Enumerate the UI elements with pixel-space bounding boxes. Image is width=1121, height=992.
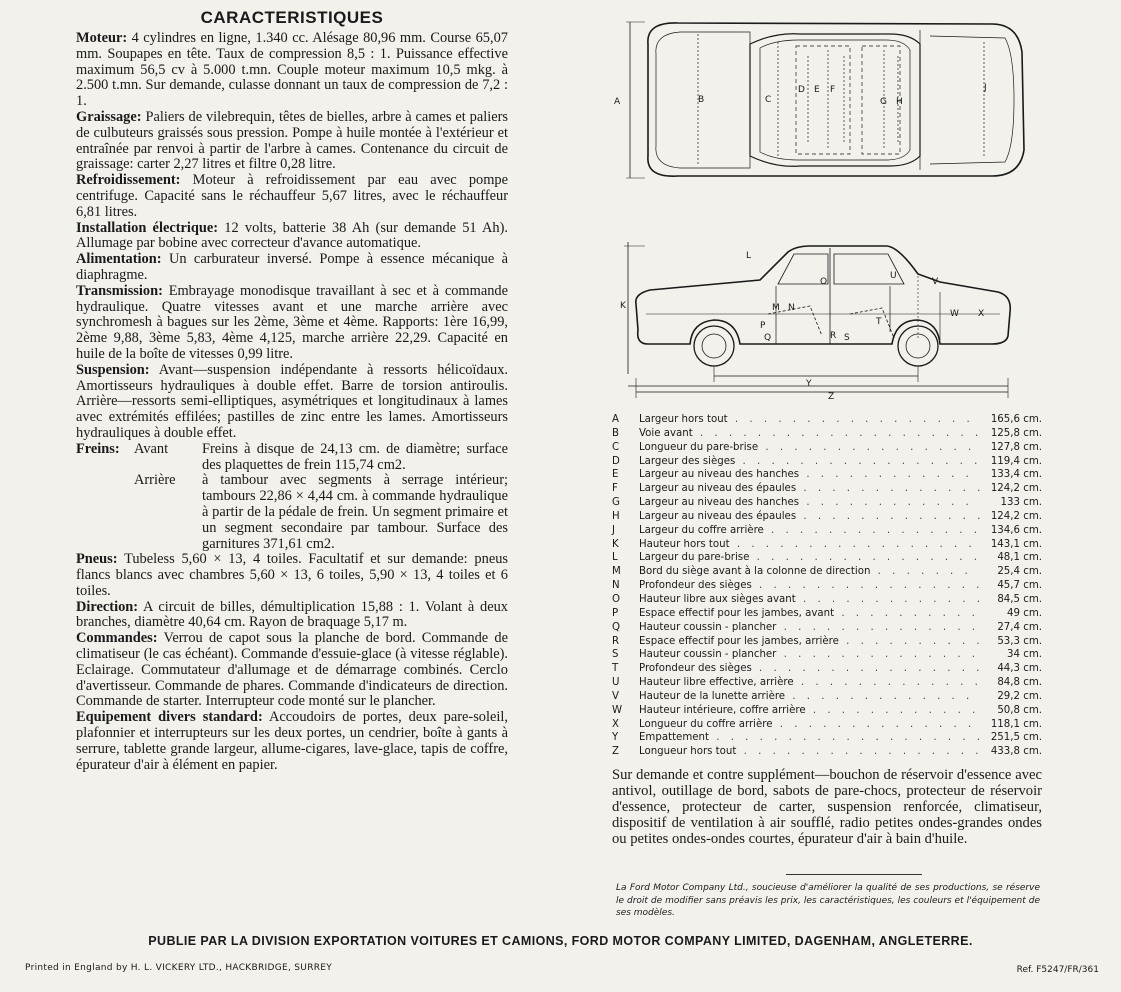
dimension-value: 48,1 cm. [997,552,1042,564]
dimension-key: T [612,663,619,675]
dimension-label: Espace effectif pour les jambes, avant . . . [639,607,980,621]
dimension-row [612,579,1042,593]
top-view-label: F [830,85,836,95]
spec-suspension: Suspension: Avant—suspension indépendante à ressorts hélicoïdaux. Amortisseurs hydrauliques à double effet. Barre de torsion antiroulis. Arrière—ressorts semi-elliptiques, asymétriques et longitudinaux à lames avec extrémités effilées; pastilles de zinc entre les lames. Amortisseurs hydrauliques à double effet. [76,361,508,441]
dimension-label: Largeur du coffre arrière . . . [639,524,980,538]
spec-graissage: Graissage: Paliers de vilebrequin, têtes de bielles, arbre à cames et paliers de culbuteurs graissés sous pression. Pompe à huile montée à l'extérieur et entraînée par renvoi à partir de l'arbre à cames. Contenance du circuit de graissage: carter 2,27 litres et filtre 0,28 litre. [76,108,508,173]
dimension-label: Hauteur intérieure, coffre arrière . . . [639,704,980,718]
dimension-label: Longueur du pare-brise . . . [639,441,980,455]
printer-credit: Printed in England by H. L. VICKERY LTD., HACKBRIDGE, SURREY [25,963,333,973]
dimension-label: Longueur du coffre arrière . . . [639,718,980,732]
spec-equipement: Equipement divers standard: Accoudoirs de portes, deux pare-soleil, plafonnier et interrupteurs sur les deux portes, un cendrier, boîte à gants à serrure, tablette grande largeur, allume-cigares, lave-glace, tapis de coffre, épurateur d'air à élément en papier. [76,709,508,773]
dimension-key: C [612,441,620,453]
dimension-value: 124,2 cm. [990,510,1042,522]
dimension-value: 124,2 cm. [990,483,1042,495]
dimension-value: 84,5 cm. [997,593,1042,605]
dimension-row [612,482,1042,496]
dimension-value: 27,4 cm. [997,621,1042,633]
side-view-label: Z [828,392,835,402]
spec-freins: Freins: Avant Freins à disque de 24,13 cm. de diamètre; surface des plaquettes de frein 115,74 cm2. Arrière à tambour avec segments à serrage intérieur; tambours 22,86 × 4,44 cm. à commande hydraulique à partir de la pédale de frein. Un segment primaire et un segment secondaire par tambour. Surface des garnitures 371,61 cm2. [76,440,508,552]
dimension-key: Q [612,621,621,633]
side-view-label: K [620,301,626,311]
dimension-value: 119,4 cm. [990,455,1042,467]
dimension-value: 29,2 cm. [997,690,1042,702]
dimension-value: 125,8 cm. [990,427,1042,439]
dimension-row [612,593,1042,607]
dimension-key: P [612,607,619,619]
dimension-key: X [612,718,619,730]
dimension-row [612,455,1042,469]
top-view-label: G [880,97,887,107]
dimension-label: Largeur au niveau des épaules . . . [639,482,980,496]
dimension-row [612,690,1042,704]
spec-direction: Direction: A circuit de billes, démultiplication 15,88 : 1. Volant à deux branches, diamètre 40,64 cm. Rayon de braquage 5,17 m. [76,598,508,631]
dimension-value: 133,4 cm. [990,469,1042,481]
spec-installation: Installation électrique: 12 volts, batterie 38 Ah (sur demande 51 Ah). Allumage par bobine avec correcteur d'avance automatique. [76,219,509,252]
dimension-value: 433,8 cm. [990,746,1042,758]
dimension-key: W [612,704,623,716]
dimension-label: Hauteur libre effective, arrière . . . [639,676,980,690]
dimension-key: N [612,580,620,592]
top-view-label: B [698,95,705,105]
dimension-value: 134,6 cm. [990,524,1042,536]
dimension-row [612,413,1042,427]
dimension-value: 127,8 cm. [990,441,1042,453]
dimension-row [612,538,1042,552]
spec-pneus: Pneus: Tubeless 5,60 × 13, 4 toiles. Facultatif et sur demande: pneus flancs blancs avec chambres 5,60 × 13, 6 toiles, 5,90 × 13, 4 toiles et 6 toiles. [76,551,508,599]
top-view-label: C [765,95,772,105]
top-view-label: E [814,85,820,95]
divider [786,874,922,875]
side-view-labels [620,251,984,402]
dimension-row [612,565,1042,579]
top-view-label: A [614,97,621,107]
dimension-key: U [612,677,620,689]
dimension-row [612,704,1042,718]
dimension-key: V [612,690,619,702]
spec-commandes: Commandes: Verrou de capot sous la planche de bord. Commande de climatiseur (le cas échéant). Commande d'essuie-glace (à vitesse réglable). Eclairage. Commutateur d'allumage et de démarrage combinés. Cerclo d'avertisseur. Commande de phares. Commande d'indicateurs de direction. Commande de starter. Interrupteur code monté sur le plancher. [76,630,508,710]
side-view-label: O [820,277,828,287]
dimension-key: K [612,538,619,550]
dimension-row [612,468,1042,482]
dimension-label: Longueur hors tout . . . [639,745,980,759]
dimension-row [612,745,1042,759]
side-view-label: V [932,277,939,287]
dimension-label: Largeur des sièges . . . [639,455,980,469]
dimensions-table [612,413,1042,759]
disclaimer-text: La Ford Motor Company Ltd., soucieuse d'améliorer la qualité de ses productions, se réserve le droit de modifier sans préavis les prix, les caractéristiques, les couleurs et l'équipement de ses modèles. [616,883,1040,918]
dimension-value: 143,1 cm. [990,538,1042,550]
dimension-row [612,551,1042,565]
dimension-key: H [612,510,620,522]
specifications-column [76,8,508,773]
dimension-key: M [612,566,621,578]
dimension-value: 49 cm. [1007,607,1042,619]
side-view-label: P [760,321,766,331]
dimension-row [612,524,1042,538]
dimension-value: 251,5 cm. [990,732,1042,744]
dimension-label: Hauteur coussin - plancher . . . [639,648,980,662]
side-view-label: U [890,271,897,281]
dimension-label: Largeur au niveau des épaules . . . [639,510,980,524]
publisher-line: PUBLIE PAR LA DIVISION EXPORTATION VOITURES ET CAMIONS, FORD MOTOR COMPANY LIMITED, DAGENHAM, ANGLETERRE. [148,934,973,948]
dimension-row [612,648,1042,662]
dimension-key: R [612,635,620,647]
dimension-label: Largeur au niveau des hanches . . . [639,468,980,482]
dimension-value: 165,6 cm. [990,414,1042,425]
dimension-row [612,427,1042,441]
dimension-row [612,718,1042,732]
dimension-row [612,496,1042,510]
page-title: CARACTERISTIQUES [200,8,384,27]
top-view-labels [614,83,987,107]
dimension-label: Hauteur libre aux sièges avant . . . [639,593,980,607]
dimension-label: Espace effectif pour les jambes, arrière . . . [639,635,980,649]
spec-transmission: Transmission: Embrayage monodisque travaillant à sec et à commande hydraulique. Quatre vitesses avant et une marche arrière avec synchromesh à bagues sur les 2ème, 3ème et 4ème. Rapports: 1ère 16,99, 2ème 9,88, 3ème 5,83, 4ème 4,125, marche arrière 22,29. Capacité en huile de la boîte de vitesses 0,99 litre. [76,282,508,362]
dimension-row [612,441,1042,455]
dimension-row [612,510,1042,524]
dimension-label: Profondeur des sièges . . . [639,662,980,676]
top-view-label: J [984,83,987,93]
side-view-label: Q [764,333,772,343]
top-view-label: H [896,97,903,107]
dimension-label: Largeur hors tout . . . [639,413,980,427]
spec-alimentation: Alimentation: Un carburateur inversé. Pompe à essence mécanique à diaphragme. [76,251,508,283]
dimension-row [612,635,1042,649]
top-view-label: D [798,85,805,95]
dimension-key: Y [612,732,619,744]
dimension-key: G [612,497,620,509]
dimension-key: D [612,455,620,467]
dimension-key: L [612,552,618,564]
dimension-key: F [612,483,618,495]
dimension-key: O [612,593,621,605]
dimension-key: J [612,524,616,536]
dimension-row [612,607,1042,621]
dimension-row [612,676,1042,690]
dimension-key: Z [612,746,619,758]
dimension-label: Largeur du pare-brise . . . [639,551,980,565]
side-view-label: Y [806,379,812,389]
dimension-value: 45,7 cm. [997,580,1042,592]
spec-list [76,31,508,773]
dimension-value: 34 cm. [1007,649,1042,661]
side-view-label: L [746,251,752,261]
spec-moteur: Moteur: 4 cylindres en ligne, 1.340 cc. Alésage 80,96 mm. Course 65,07 mm. Soupapes en tête. Taux de compression 8,5 : 1. Puissance effective maximum 56,5 cv à 5.000 t.mn. Couple moteur maximum 10,5 mkg. à 2.500 t.mn. Sur demande, culasse donnant un taux de compression de 7,2 : 1. [76,30,508,110]
side-view-label: T [876,317,882,327]
dimension-value: 133 cm. [1000,497,1042,509]
dimension-row [612,731,1042,745]
dimension-label: Hauteur de la lunette arrière . . . [639,690,980,704]
dimension-row [612,621,1042,635]
side-view-label: R [830,331,837,341]
dimension-key: E [612,469,619,481]
side-view-label: W [950,309,959,319]
side-view-label: M [772,303,780,313]
dimension-key: S [612,649,619,661]
side-view-label: S [844,333,850,343]
dimension-value: 84,8 cm. [997,677,1042,689]
dimension-value: 44,3 cm. [997,663,1042,675]
dimension-label: Voie avant . . . [639,427,980,441]
dimension-label: Hauteur coussin - plancher . . . [639,621,980,635]
dimension-label: Hauteur hors tout . . . [639,538,980,552]
dimension-value: 50,8 cm. [997,704,1042,716]
dimension-label: Profondeur des sièges . . . [639,579,980,593]
dimension-key: A [612,414,619,425]
side-view-label: N [788,303,795,313]
dimension-label: Largeur au niveau des hanches . . . [639,496,980,510]
dimension-value: 53,3 cm. [997,635,1042,647]
side-view-label: X [978,309,985,319]
car-top-view [610,20,1024,178]
dimension-row [612,662,1042,676]
reference-number: Ref. F5247/FR/361 [1016,965,1099,975]
car-dimension-diagrams [600,14,1060,414]
dimension-label: Empattement . . . [639,731,980,745]
optional-equipment-text: Sur demande et contre supplément—bouchon de réservoir d'essence avec antivol, outillage de bord, sabots de pare-chocs, protecteur de réservoir d'essence, protecteur de carter, suspension renforcée, climatiseur, dispositif de ventilation à air soufflé, radio petites ondes-grandes ondes ou petites ondes-ondes courtes, épurateur d'air à bain d'huile. [612,767,1042,847]
dimension-label: Bord du siège avant à la colonne de direction . . . [639,565,980,579]
dimension-value: 25,4 cm. [997,566,1042,578]
spec-refroidissement: Refroidissement: Moteur à refroidissement par eau avec pompe centrifuge. Capacité sans le réchauffeur 5,67 litres, avec le réchauffeur 6,81 litres. [76,172,508,220]
car-side-view [624,242,1010,398]
dimension-value: 118,1 cm. [990,718,1042,730]
dimension-key: B [612,427,619,439]
